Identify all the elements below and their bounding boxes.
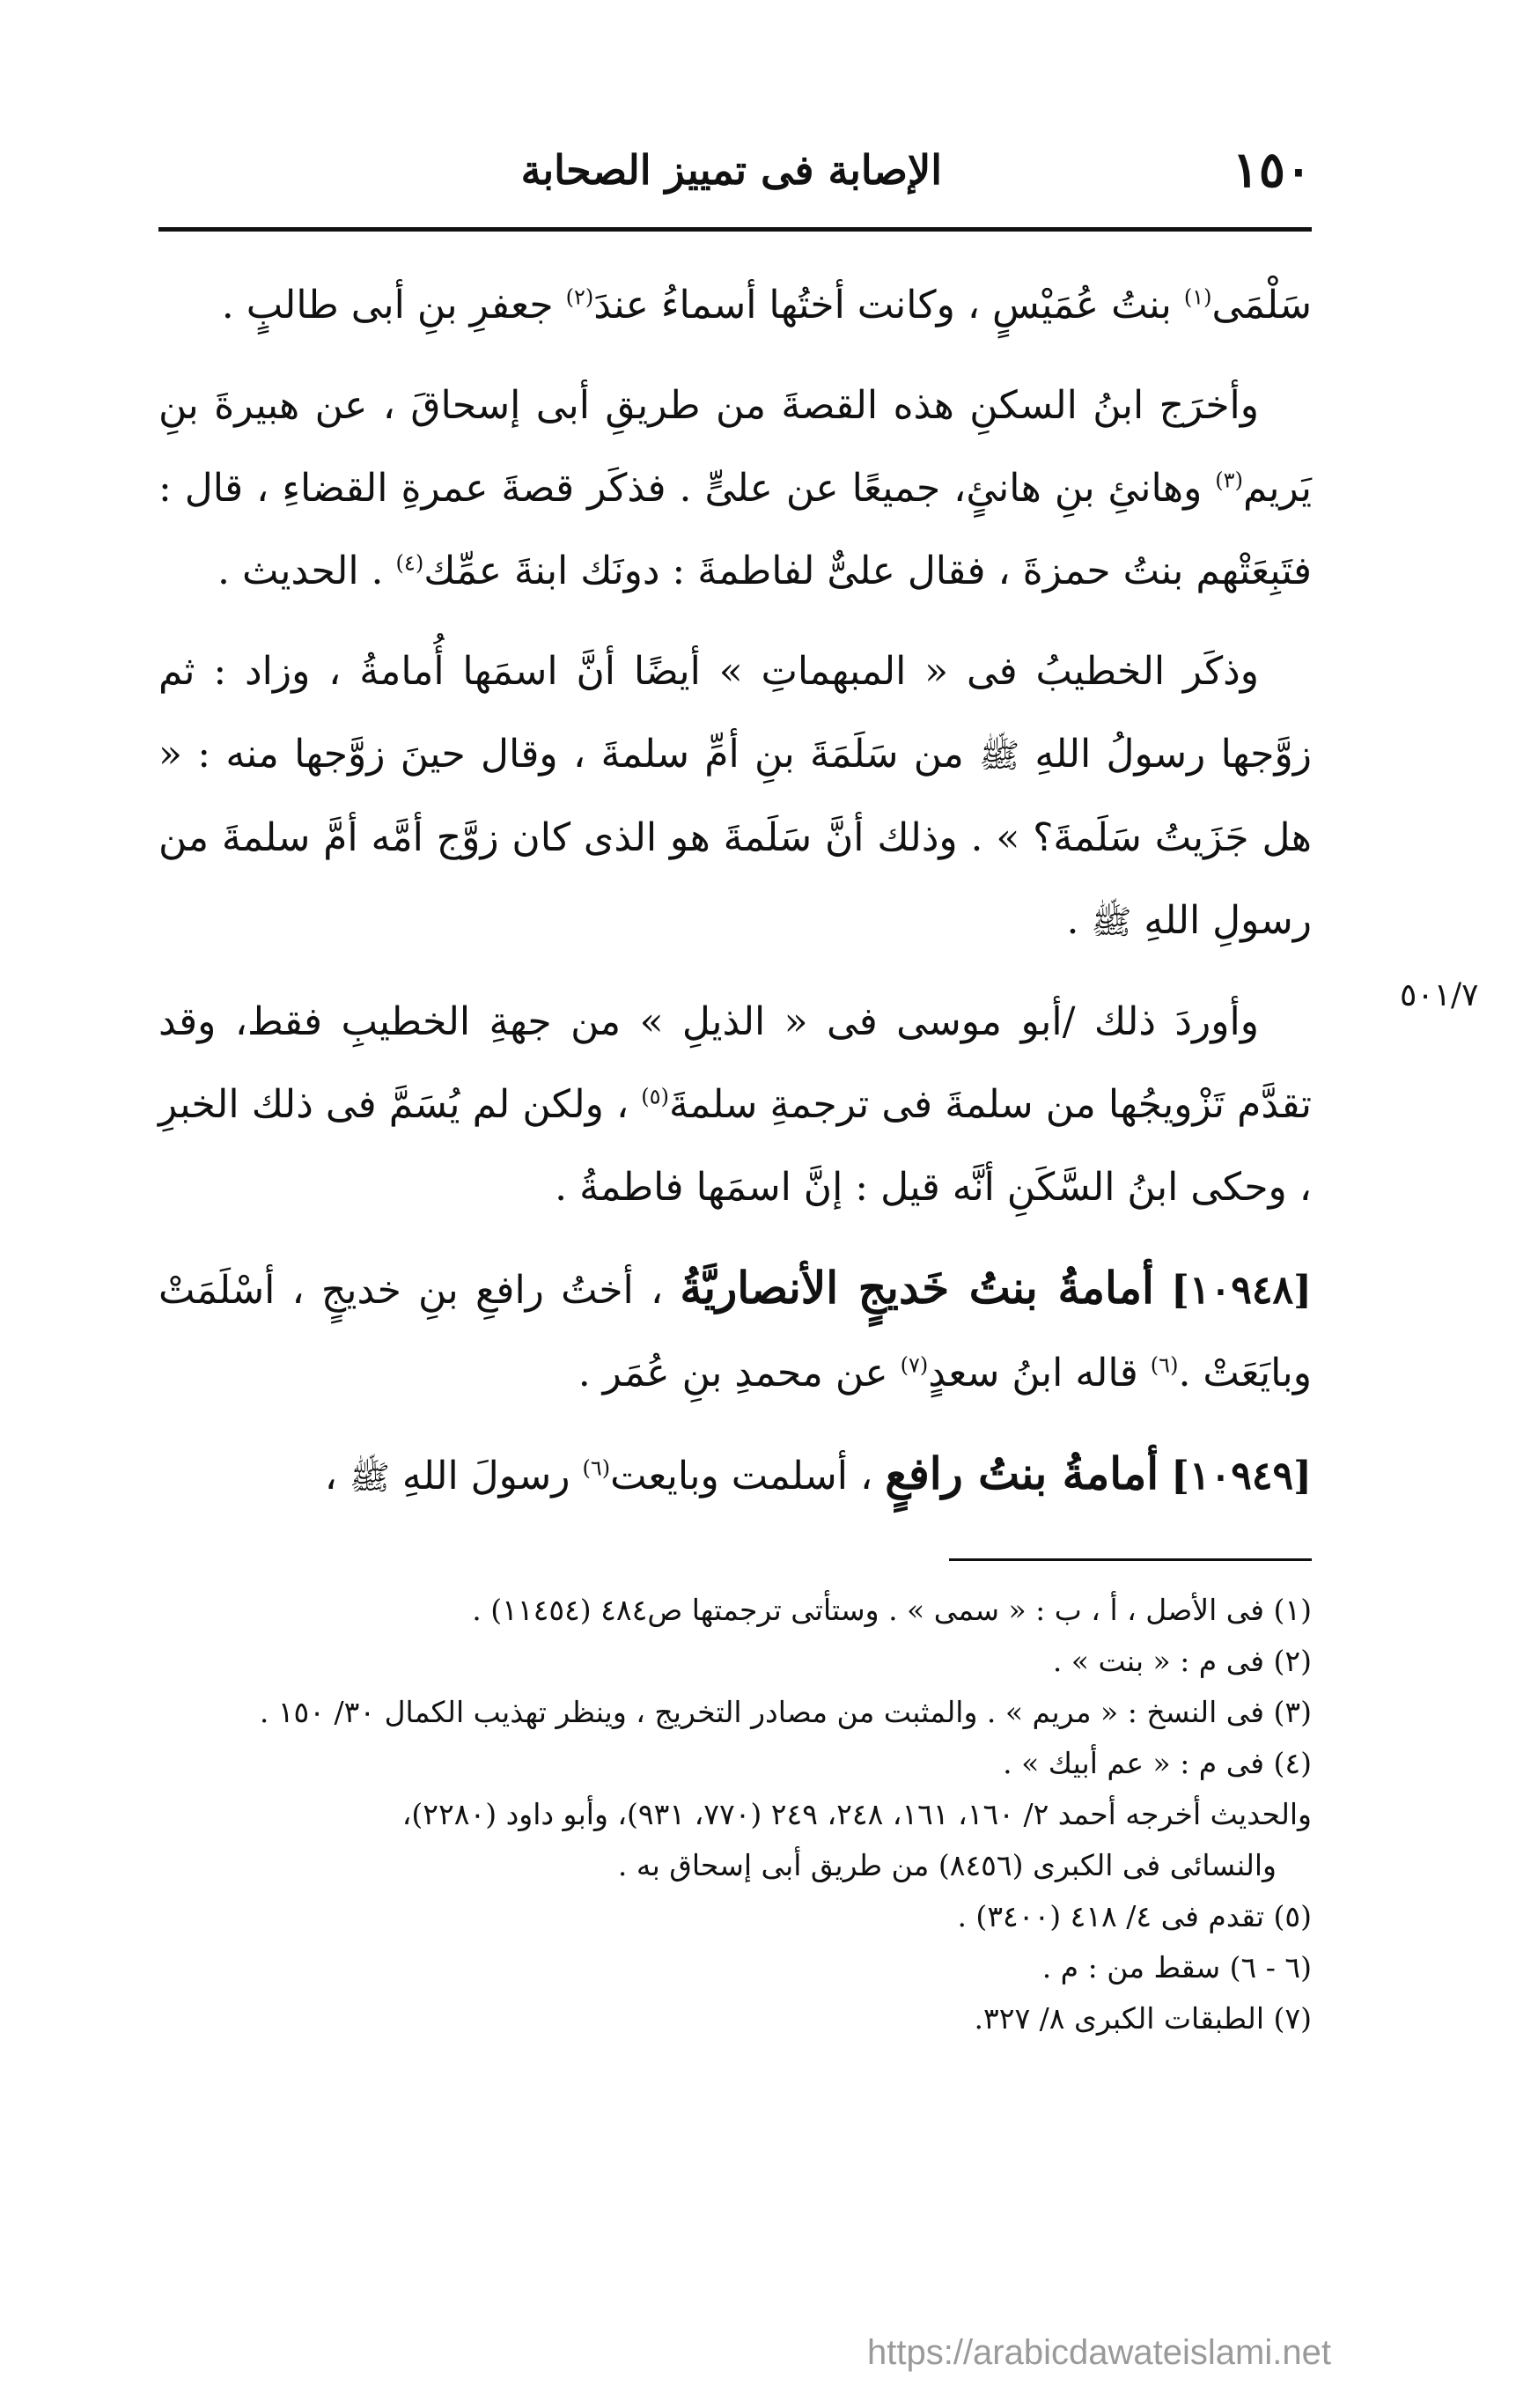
footnote-rule xyxy=(949,1558,1312,1561)
footnote-4-continuation-2: والنسائى فى الكبرى (٨٤٥٦) من طريق أبى إسحاق به . xyxy=(617,1848,1277,1882)
paragraph-2 xyxy=(158,365,1312,613)
paragraph-3 xyxy=(158,630,1312,963)
entry-name: أمامةُ بنتُ رافعٍ xyxy=(885,1447,1159,1499)
footnote-marker: (٧) xyxy=(900,1352,929,1378)
footnote-marker: (٦) xyxy=(1150,1352,1179,1378)
footnote-4-continuation: والحديث أخرجه أحمد ٢/ ١٦٠، ١٦١، ٢٤٨، ٢٤٩ (٧٧٠، ٩٣١)، وأبو داود (٢٢٨٠)، xyxy=(401,1797,1312,1831)
salawat-symbol: ﷺ xyxy=(350,1458,390,1497)
entry-10948 xyxy=(158,1247,1312,1415)
text-run: بنتُ عُمَيْسٍ ، وكانت أختُها أسماءُ عندَ xyxy=(593,283,1172,328)
footnote-marker: (٦) xyxy=(582,1455,611,1481)
footnote-marker: (٥) xyxy=(641,1084,669,1109)
salawat-symbol: ﷺ xyxy=(1091,902,1132,941)
footnotes xyxy=(158,1585,1312,2044)
text-run: رسولَ اللهِ xyxy=(401,1454,570,1499)
page-number: ١٥٠ xyxy=(1232,141,1312,199)
header-rule xyxy=(158,227,1312,232)
text-run: . xyxy=(1066,898,1079,943)
text-run: وأخرَج ابنُ السكنِ هذه القصةَ من طريقِ أبى إسحاقَ ، عن هبيرةَ بنِ يَريم xyxy=(158,383,1312,511)
paragraph-1 xyxy=(158,264,1312,347)
footnote-marker: (٢) xyxy=(565,284,594,310)
salawat-symbol: ﷺ xyxy=(979,736,1020,775)
text-run: ، xyxy=(324,1454,337,1499)
text-run: قاله ابنُ سعدٍ xyxy=(928,1351,1138,1395)
footnote-6: (٦ - ٦) سقط من : م . xyxy=(1041,1950,1312,1985)
text-run: عن محمدِ بنِ عُمَر . xyxy=(578,1351,888,1395)
text-run: . الحديث . xyxy=(217,549,384,593)
text-run: ، أختُ رافعِ بنِ خديجٍ ، أسْلَمَتْ وبايَعَتْ . xyxy=(158,1268,1312,1395)
footnote-5: (٥) تقدم فى ٤/ ٤١٨ (٣٤٠٠) . xyxy=(957,1899,1312,1933)
margin-reference: ٥٠١/٧ xyxy=(1400,977,1479,1013)
entry-number: [١٠٩٤٨] xyxy=(1171,1268,1312,1313)
footnote-marker: (٤) xyxy=(395,550,424,576)
entry-name: أمامةُ بنتُ خَديجٍ الأنصاريَّةُ xyxy=(680,1262,1154,1314)
main-text xyxy=(158,264,1312,1536)
footnote-1: (١) فى الأصل ، أ ، ب : « سمى » . وستأتى ترجمتها ص٤٨٤ (١١٤٥٤) . xyxy=(472,1593,1312,1627)
footnote-2: (٢) فى م : « بنت » . xyxy=(1052,1644,1312,1678)
footnote-3: (٣) فى النسخ : « مريم » . والمثبت من مصادر التخريج ، وينظر تهذيب الكمال ٣٠/ ١٥٠ . xyxy=(259,1695,1312,1729)
running-title: الإصابة فى تمييز الصحابة xyxy=(520,146,942,194)
footnote-marker: (١) xyxy=(1183,284,1212,310)
text-run: وأوردَ ذلك /أبو موسى فى « الذيلِ » من جهةِ الخطيبِ فقط، وقد تقدَّم تَزْويجُها من سلمةَ فى ترجمةِ سلمةَ xyxy=(158,999,1312,1127)
watermark-url: https://arabicdawateislami.net xyxy=(867,2333,1331,2372)
text-run: ، ولكن لم يُسَمَّ فى ذلك الخبرِ ، وحكى ابنُ السَّكَنِ أنَّه قيل : إنَّ اسمَها فاطمةُ . xyxy=(158,1082,1312,1210)
text-run: وذكَر الخطيبُ فى « المبهماتِ » أيضًا أنَّ اسمَها أُمامةُ ، وزاد : ثم زوَّجها رسولُ اللهِ xyxy=(158,649,1312,777)
entry-10949 xyxy=(158,1432,1312,1519)
text-run: وهانئِ بنِ هانئٍ، جميعًا عن علىٍّ . فذكَر قصةَ عمرةِ القضاءِ ، قال : فتَبِعَتْهم بنتُ حمزةَ ، فقال علىٌّ لفاطمةَ : دونَك ابنةَ عمِّك xyxy=(158,466,1312,593)
text-run: سَلْمَى xyxy=(1211,283,1312,328)
text-run: جعفرِ بنِ أبى طالبٍ . xyxy=(221,283,554,328)
text-run: من سَلَمَةَ بنِ أمِّ سلمةَ ، وقال حينَ زوَّجها منه : « هل جَزَيتُ سَلَمةَ؟ » . وذلك أنَّ سَلَمةَ هو الذى كان زوَّج أمَّه أمَّ سلمةَ من رسولِ اللهِ xyxy=(158,732,1312,943)
footnote-7: (٧) الطبقات الكبرى ٨/ ٣٢٧. xyxy=(974,2001,1312,2036)
page-header xyxy=(158,141,1312,203)
paragraph-4 xyxy=(158,981,1312,1229)
footnote-marker: (٣) xyxy=(1215,468,1243,493)
entry-number: [١٠٩٤٩] xyxy=(1171,1454,1312,1499)
text-run: ، أسلمت وبايعت xyxy=(610,1454,873,1499)
footnote-4: (٤) فى م : « عم أبيك » . xyxy=(1003,1746,1312,1780)
